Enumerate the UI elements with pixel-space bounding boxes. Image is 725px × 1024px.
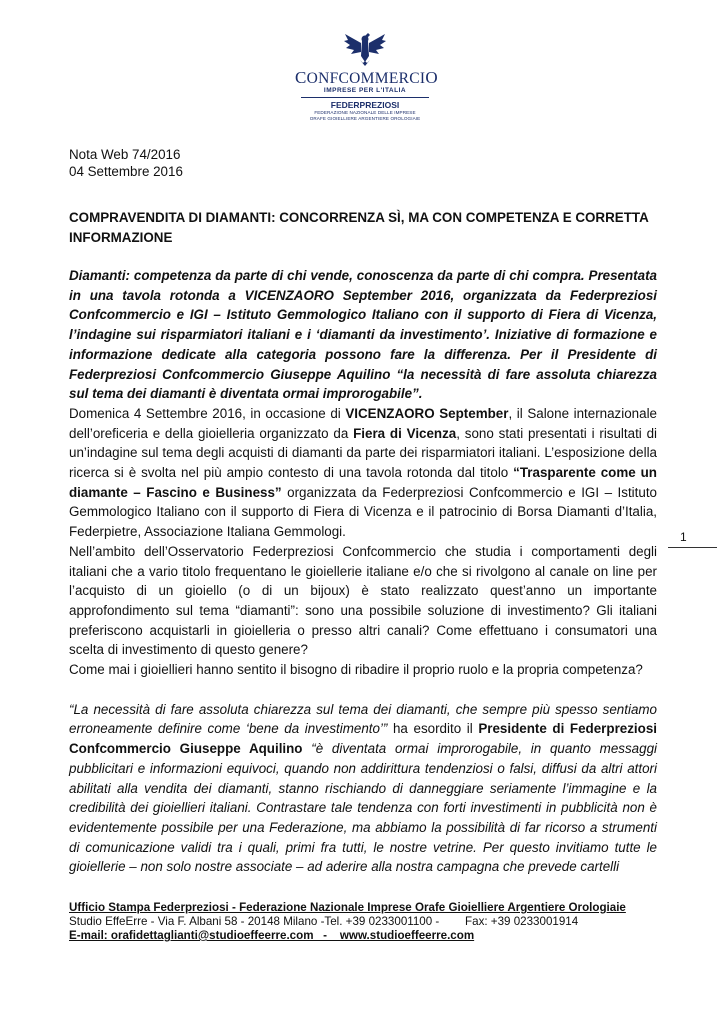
note-date: 04 Settembre 2016 <box>69 164 183 179</box>
note-number: Nota Web 74/2016 <box>69 147 181 162</box>
footer-address: Studio EffeErre - Via F. Albani 58 - 20148 Milano -Tel. +39 0233001100 - Fax: +39 0233001914 <box>69 915 579 928</box>
document-title: COMPRAVENDITA DI DIAMANTI: CONCORRENZA SÌ, MA CON COMPETENZA E CORRETTA INFORMAZIONE <box>69 210 649 245</box>
footer-contacts[interactable]: E-mail: orafidettaglianti@studioeffeerre.com - www.studioeffeerre.com <box>69 929 475 942</box>
logo-divider <box>301 97 429 98</box>
footer-press-office: Ufficio Stampa Federpreziosi - Federazione Nazionale Imprese Orafe Gioielliere Argentiere Orologiaie <box>69 901 626 914</box>
org-desc-line1: FEDERAZIONE NAZIONALE DELLE IMPRESE <box>314 110 416 115</box>
lead-paragraph: Diamanti: competenza da parte di chi vende, conoscenza da parte di chi compra. Presentata in una tavola rotonda a VICENZAORO September 2016, organizzata da Federpreziosi Confcommercio e IGI – Istituto Gemmologico Italiano con il supporto di Fiera di Vicenza, l’indagine sui risparmiatori italiani e i ‘diamanti da investimento’. Iniziative di formazione e informazione dedicate alla categoria possono fare la differenza. Per il Presidente di Federpreziosi Confcommercio Giuseppe Aquilino “la necessità di fare assoluta chiarezza sul tema dei diamanti è diventata ormai improrogabile”. <box>69 268 657 402</box>
paragraph-2: Nell’ambito dell’Osservatorio Federpreziosi Confcommercio che studia i comportamenti degli italiani che a vario titolo frequentano le gioiellerie italiane e/o che si rivolgono al canale on line per l’acquisto di un gioiello (o di un bijoux) è stato realizzato quest’anno un importante approfondimento sul tema “diamanti”: sono una possibile soluzione di investimento? Gli italiani preferiscono acquistarli in gioielleria o presso altri canali? Come effettuano i consumatori una scelta di investimento di questo genere? <box>69 543 657 658</box>
paragraph-3: Come mai i gioiellieri hanno sentito il bisogno di ribadire il proprio ruolo e la propria competenza? <box>69 662 643 678</box>
document-body <box>69 266 657 877</box>
footer <box>69 901 669 943</box>
eagle-icon <box>342 30 388 68</box>
reference-block <box>69 146 657 180</box>
brand-tagline: IMPRESE PER L'ITALIA <box>323 87 407 94</box>
paragraph-1: Domenica 4 Settembre 2016, in occasione di VICENZAORO September, il Salone internazionale dell’oreficeria e della gioielleria organizzato da Fiera di Vicenza, sono stati presentati i risultati di un’indagine sul tema degli acquisti di diamanti da parte dei risparmiatori italiani. L’esposizione della ricerca si è svolta nel più ampio contesto di una tavola rotonda dal titolo “Trasparente come un diamante – Fascino e Business” organizzata da Federpreziosi Confcommercio e IGI – Istituto Gemmologico Italiano con il supporto di Fiera di Vicenza e il patrocinio di Borsa Diamanti d’Italia, Federpietre, Associazione Italiana Gemmologi. <box>69 405 657 540</box>
org-name: FEDERPREZIOSI <box>330 100 400 110</box>
page-number: 1 <box>680 530 687 544</box>
brand-wordmark: CONFCOMMERCIO <box>295 68 438 87</box>
org-desc-line2: ORAFE GIOIELLIERE ARGENTIERE OROLOGIAIE <box>309 116 421 121</box>
page-number-rule <box>668 547 717 548</box>
paragraph-4: “La necessità di fare assoluta chiarezza sul tema dei diamanti, che sempre più spesso sentiamo erroneamente definire come ‘bene da investimento’” ha esordito il Presidente di Federpreziosi Confcommercio Giuseppe Aquilino “è diventata ormai improrogabile, in quanto messaggi pubblicitari e informazioni equivoci, quando non addirittura tendenziosi o falsi, diffusi da altri attori abilitati alla vendita dei diamanti, stanno rischiando di danneggiare seriamente l’immagine e la credibilità dei gioiellieri italiani. Contrastare tale tendenza con forti investimenti in pubblicità non è evidentemente possibile per una Federazione, ma abbiamo la possibilità di far ricorso a strumenti di comunicazione validi tra i quali, primi fra tutti, le nostre vetrine. Per questo invitiamo tutte le gioiellerie – non solo nostre associate – ad aderire alla nostra campagna che prevede cartelli <box>69 701 657 875</box>
confcommercio-logo <box>295 30 438 122</box>
paragraph-spacer <box>69 680 657 700</box>
